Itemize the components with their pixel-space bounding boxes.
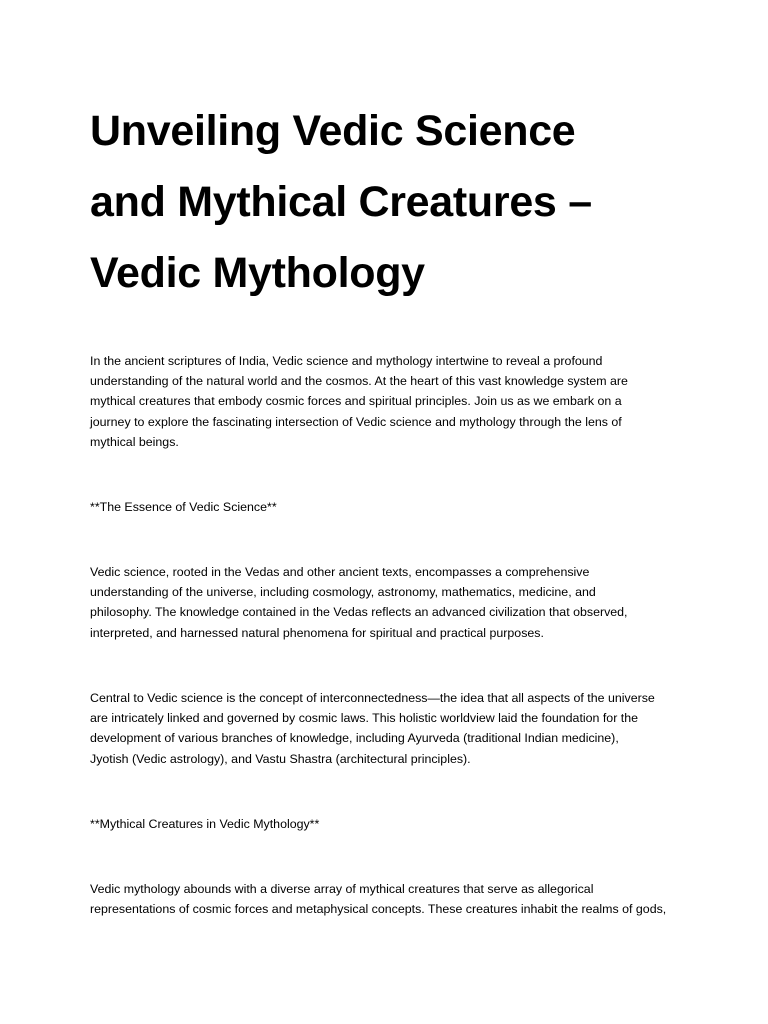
title-line: and Mythical Creatures –: [90, 178, 592, 226]
paragraph-line: mythical creatures that embody cosmic forces and spiritual principles. Join us as we embark on a: [90, 394, 622, 409]
section-heading-mythical-creatures: [90, 814, 690, 834]
vedic-science-paragraph: [90, 562, 690, 643]
paragraph-line: understanding of the natural world and the cosmos. At the heart of this vast knowledge system are: [90, 374, 628, 389]
interconnectedness-paragraph: [90, 688, 690, 769]
intro-paragraph: [90, 351, 690, 452]
paragraph-line: understanding of the universe, including cosmology, astronomy, mathematics, medicine, and: [90, 585, 596, 600]
paragraph-line: **The Essence of Vedic Science**: [90, 500, 277, 514]
paragraph-line: representations of cosmic forces and metaphysical concepts. These creatures inhabit the realms of gods,: [90, 902, 667, 917]
paragraph-line: journey to explore the fascinating intersection of Vedic science and mythology through the lens of: [90, 414, 622, 429]
section-heading-essence: [90, 497, 690, 517]
paragraph-line: development of various branches of knowledge, including Ayurveda (traditional Indian medicine),: [90, 731, 619, 746]
document-title: [90, 96, 690, 309]
mythical-creatures-paragraph: [90, 879, 690, 919]
paragraph-line: Vedic mythology abounds with a diverse array of mythical creatures that serve as allegorical: [90, 882, 594, 896]
paragraph-line: mythical beings.: [90, 434, 179, 449]
paragraph-line: philosophy. The knowledge contained in the Vedas reflects an advanced civilization that observed,: [90, 605, 628, 620]
paragraph-line: Central to Vedic science is the concept of interconnectedness—the idea that all aspects of the universe: [90, 691, 655, 705]
paragraph-line: interpreted, and harnessed natural phenomena for spiritual and practical purposes.: [90, 625, 544, 640]
paragraph-line: **Mythical Creatures in Vedic Mythology**: [90, 817, 320, 831]
paragraph-line: Vedic science, rooted in the Vedas and other ancient texts, encompasses a comprehensive: [90, 565, 590, 579]
paragraph-line: are intricately linked and governed by cosmic laws. This holistic worldview laid the foundation for the: [90, 711, 638, 726]
paragraph-line: Jyotish (Vedic astrology), and Vastu Shastra (architectural principles).: [90, 751, 471, 766]
title-line: Vedic Mythology: [90, 249, 425, 297]
title-line: Unveiling Vedic Science: [90, 107, 576, 155]
paragraph-line: In the ancient scriptures of India, Vedic science and mythology intertwine to reveal a profound: [90, 354, 603, 368]
